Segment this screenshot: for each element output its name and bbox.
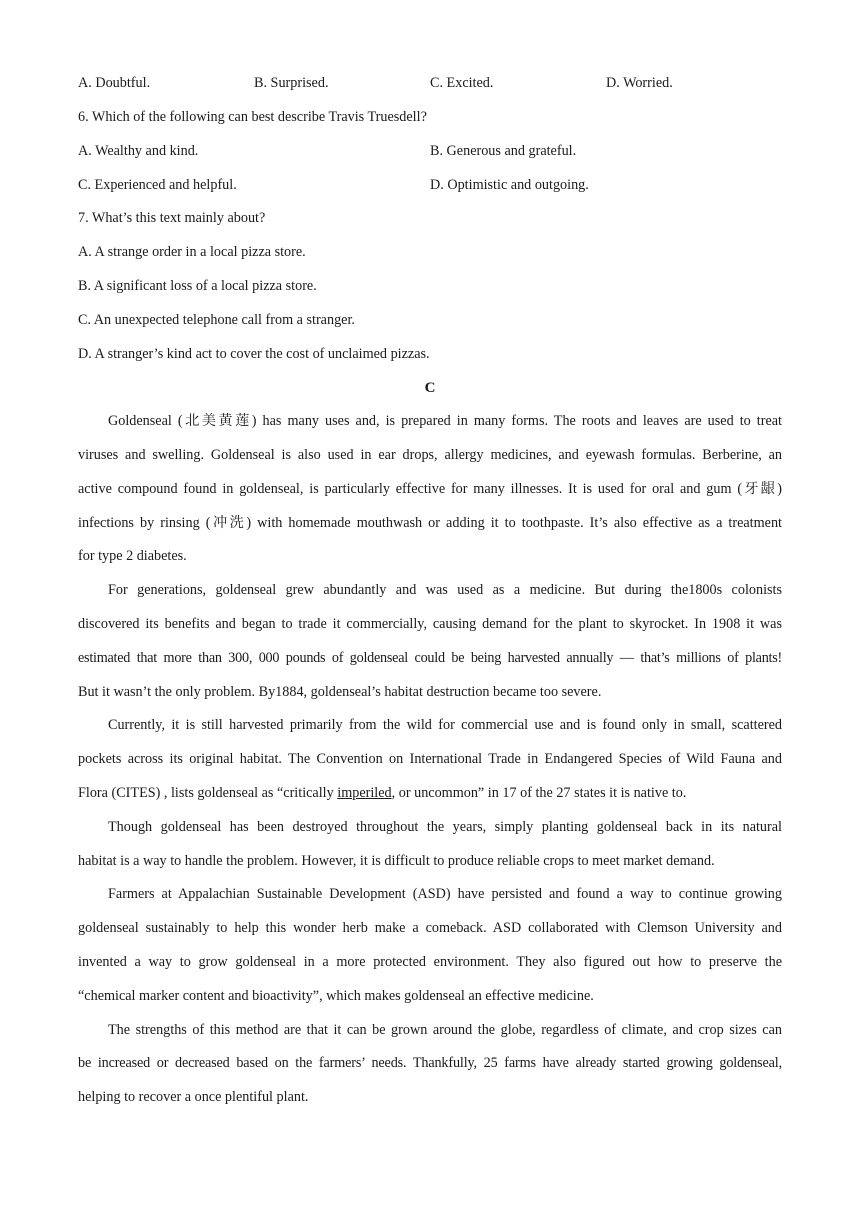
paragraph-line bbox=[78, 783, 782, 803]
paragraph-line: Though goldenseal has been destroyed throughout the years, simply planting goldenseal back in its natural bbox=[108, 819, 782, 835]
paragraph-line: habitat is a way to handle the problem. However, it is difficult to produce reliable crops to meet market demand. bbox=[78, 853, 715, 869]
q5-option-c: C. Excited. bbox=[430, 75, 494, 91]
q6-options-row1 bbox=[78, 141, 782, 161]
q6-stem: 6. Which of the following can best describe Travis Truesdell? bbox=[78, 109, 427, 125]
text-segment: Flora (CITES) , lists goldenseal as “critically bbox=[78, 785, 338, 801]
q6-option-d: D. Optimistic and outgoing. bbox=[430, 177, 589, 193]
q7-option-b: B. A significant loss of a local pizza store. bbox=[78, 278, 317, 294]
text-segment: , or uncommon” in 17 of the 27 states it is native to. bbox=[391, 785, 687, 801]
paragraph-line: invented a way to grow goldenseal in a more protected environment. They also figured out how to preserve the bbox=[78, 954, 782, 970]
paragraph-line: For generations, goldenseal grew abundantly and was used as a medicine. But during the1800s colonists bbox=[108, 582, 782, 598]
underlined-word: imperiled bbox=[337, 785, 392, 801]
paragraph-line: pockets across its original habitat. The Convention on International Trade in Endangered Species of Wild Fauna and bbox=[78, 751, 782, 767]
q7-option-c: C. An unexpected telephone call from a stranger. bbox=[78, 312, 355, 328]
q6-option-c: C. Experienced and helpful. bbox=[78, 177, 237, 193]
q5-option-a: A. Doubtful. bbox=[78, 75, 151, 91]
q7-option-d: D. A stranger’s kind act to cover the cost of unclaimed pizzas. bbox=[78, 346, 430, 362]
section-heading: C bbox=[424, 380, 436, 396]
paragraph-line: active compound found in goldenseal, is particularly effective for many illnesses. It is used for oral and gum (牙龈) bbox=[78, 481, 782, 497]
paragraph-line: Currently, it is still harvested primarily from the wild for commercial use and is found only in small, scattered bbox=[108, 717, 782, 733]
paragraph-line: “chemical marker content and bioactivity”, which makes goldenseal an effective medicine. bbox=[78, 988, 594, 1004]
paragraph-line: discovered its benefits and began to trade it commercially, causing demand for the plant to skyrocket. In 1908 it was bbox=[78, 616, 782, 632]
paragraph-line: be increased or decreased based on the farmers’ needs. Thankfully, 25 farms have already started growing goldenseal, bbox=[78, 1055, 782, 1071]
paragraph-line: goldenseal sustainably to help this wonder herb make a comeback. ASD collaborated with Clemson University and bbox=[78, 920, 782, 936]
q6-option-a: A. Wealthy and kind. bbox=[78, 143, 199, 159]
q5-option-d: D. Worried. bbox=[606, 75, 673, 91]
paragraph-line: infections by rinsing (冲洗) with homemade mouthwash or adding it to toothpaste. It’s also effective as a treatment bbox=[78, 515, 782, 531]
q6-option-b: B. Generous and grateful. bbox=[430, 143, 577, 159]
q7-stem: 7. What’s this text mainly about? bbox=[78, 210, 266, 226]
q7-option-a: A. A strange order in a local pizza store. bbox=[78, 244, 306, 260]
paragraph-line: for type 2 diabetes. bbox=[78, 548, 187, 564]
q5-option-b: B. Surprised. bbox=[254, 75, 329, 91]
paragraph-line: viruses and swelling. Goldenseal is also used in ear drops, allergy medicines, and eyewash formulas. Berberine, an bbox=[78, 447, 782, 463]
paragraph-line: The strengths of this method are that it can be grown around the globe, regardless of climate, and crop sizes can bbox=[108, 1022, 782, 1038]
paragraph-line: Goldenseal (北美黄莲) has many uses and, is prepared in many forms. The roots and leaves are used to treat bbox=[108, 413, 782, 429]
paragraph-line: But it wasn’t the only problem. By1884, goldenseal’s habitat destruction became too severe. bbox=[78, 684, 602, 700]
q5-options bbox=[78, 73, 782, 93]
q6-options-row2 bbox=[78, 175, 782, 195]
paragraph-line: Farmers at Appalachian Sustainable Development (ASD) have persisted and found a way to continue growing bbox=[108, 886, 782, 902]
paragraph-line: helping to recover a once plentiful plant. bbox=[78, 1089, 309, 1105]
paragraph-line: estimated that more than 300, 000 pounds of goldenseal could be being harvested annually — that’s millions of plants! bbox=[78, 650, 782, 666]
